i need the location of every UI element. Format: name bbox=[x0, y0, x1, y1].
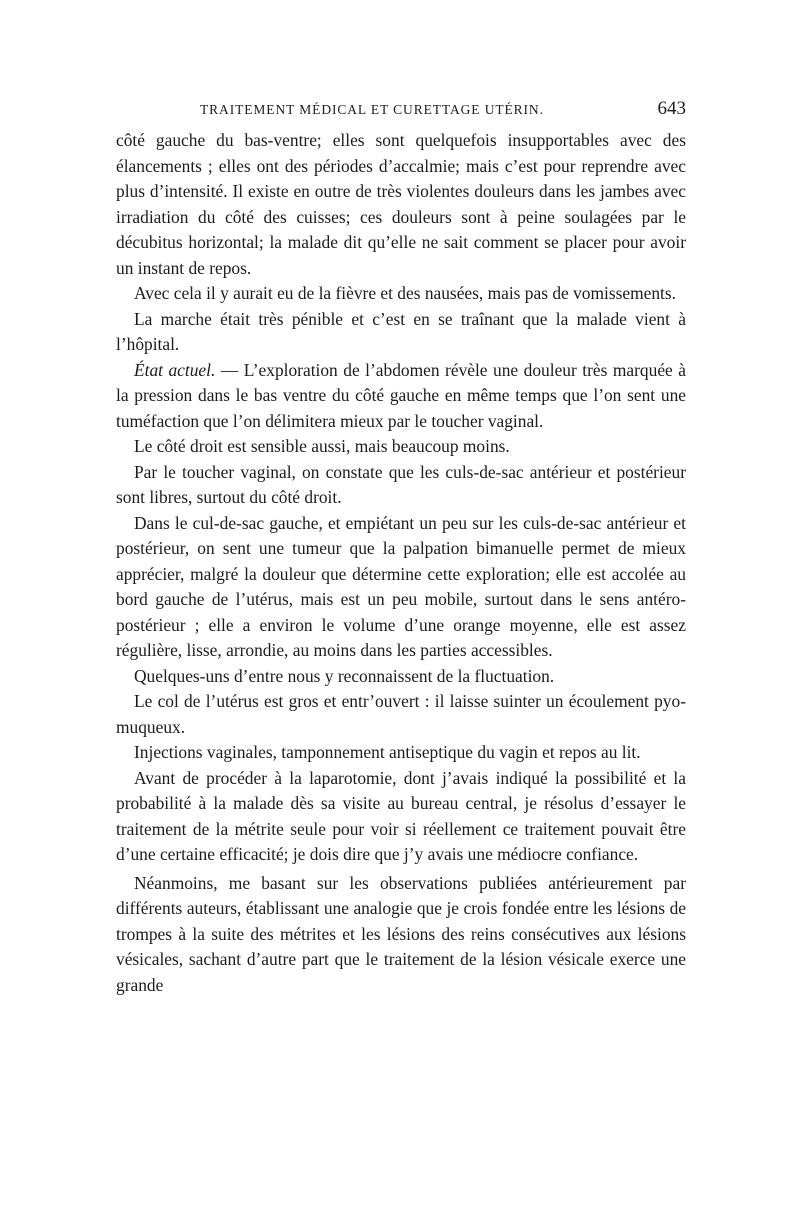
paragraph: Néanmoins, me basant sur les observations publiées antérieurement par différents auteurs, établissant une analogie que je crois fondée entre les lésions de trompes à la suite des métrites et les lésions des reins consécutives aux lésions vésicales, sachant d’autre part que le traitement de la lésion vésicale exerce une grande bbox=[116, 872, 686, 995]
paragraph: Le col de l’utérus est gros et entr’ouvert : il laisse suinter un écoulement pyo-muqueux. bbox=[116, 691, 686, 737]
body-text bbox=[116, 128, 686, 998]
paragraph: côté gauche du bas-ventre; elles sont quelquefois insupportables avec des élancements ; elles ont des périodes d’accalmie; mais c’est pour reprendre avec plus d’intensité. Il existe en outre de très violentes douleurs dans les jambes avec irradiation du côté des cuisses; ces douleurs sont à peine soulagées par le décubitus horizontal; la malade dit qu’elle ne sait comment se placer pour avoir un instant de repos. bbox=[116, 130, 686, 278]
paragraph: Quelques-uns d’entre nous y reconnaissent de la fluctuation. bbox=[134, 665, 555, 686]
section-label: État actuel. bbox=[134, 359, 216, 380]
running-title: TRAITEMENT MÉDICAL ET CURETTAGE UTÉRIN. bbox=[200, 102, 544, 117]
paragraph: Avec cela il y aurait eu de la fièvre et des nausées, mais pas de vomissements. bbox=[134, 283, 676, 303]
paragraph: Le côté droit est sensible aussi, mais beaucoup moins. bbox=[134, 436, 510, 456]
book-page bbox=[116, 98, 686, 998]
paragraph: État actuel. — L’exploration de l’abdomen révèle une douleur très marquée à la pression dans le bas ventre du côté gauche en même temps que l’on sent une tuméfaction que l’on délimitera mieux par le toucher vaginal. bbox=[116, 359, 686, 431]
paragraph: Par le toucher vaginal, on constate que les culs-de-sac antérieur et postérieur sont libres, surtout du côté droit. bbox=[116, 461, 686, 507]
paragraph: La marche était très pénible et c’est en se traînant que la malade vient à l’hôpital. bbox=[116, 308, 686, 354]
paragraph: Injections vaginales, tamponnement antiseptique du vagin et repos au lit. bbox=[134, 742, 641, 762]
page-number: 643 bbox=[657, 98, 686, 119]
paragraph: Avant de procéder à la laparotomie, dont j’avais indiqué la possibilité et la probabilité à la malade dès sa visite au bureau central, je résolus d’essayer le traitement de la métrite seule pour voir si réellement ce traitement pouvait être d’une certaine efficacité; je dois dire que j’y avais une médiocre confiance. bbox=[116, 767, 686, 864]
paragraph: Dans le cul-de-sac gauche, et empiétant un peu sur les culs-de-sac antérieur et postérieur, on sent une tumeur que la palpation bimanuelle permet de mieux apprécier, malgré la douleur que détermine cette exploration; elle est accolée au bord gauche de l’utérus, mais est un peu mobile, surtout dans le sens antéro-postérieur ; elle a environ le volume d’une orange moyenne, elle est assez régulière, lisse, arrondie, au moins dans les parties accessibles. bbox=[116, 512, 686, 660]
running-header bbox=[200, 98, 686, 126]
